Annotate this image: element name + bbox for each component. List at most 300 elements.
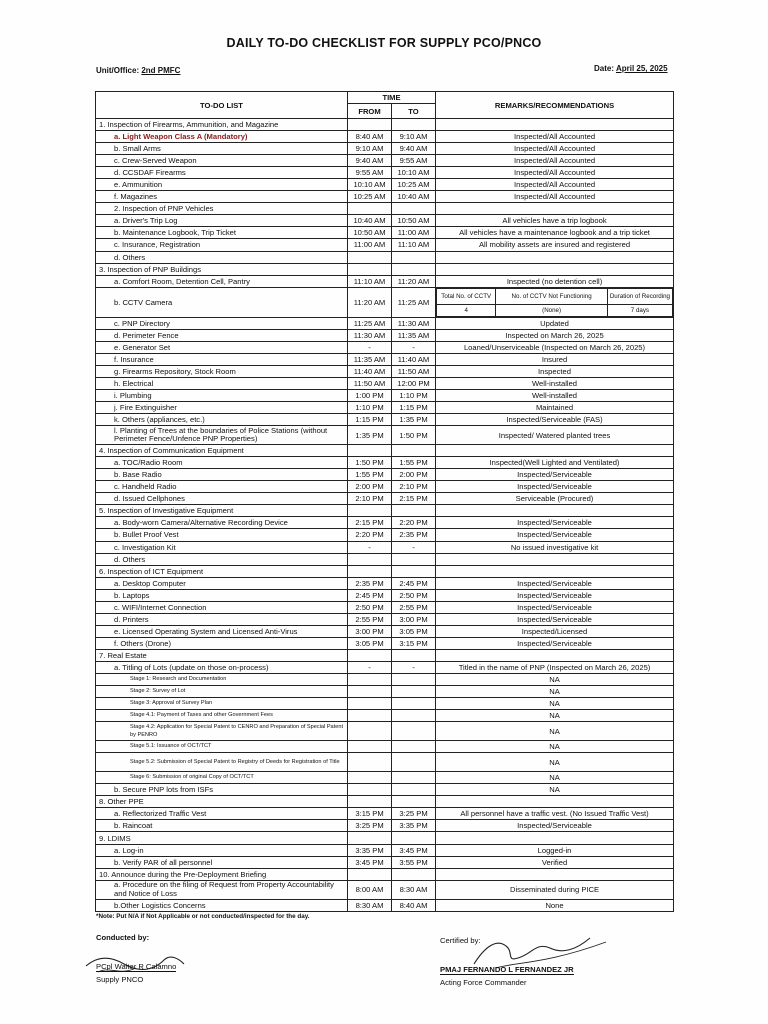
todo-item: f. Magazines [96, 191, 348, 203]
time-to: 3:25 PM [392, 808, 436, 820]
table-row [96, 457, 674, 469]
remarks: Inspected/Serviceable [436, 589, 674, 601]
remarks [436, 445, 674, 457]
remarks: Inspected/Serviceable (FAS) [436, 414, 674, 426]
todo-item: Stage 5.2: Submission of Special Patent to Registry of Deeds for Registration of Title [96, 753, 348, 772]
remarks: Inspected/All Accounted [436, 155, 674, 167]
todo-item: f. Insurance [96, 353, 348, 365]
table-row [96, 426, 674, 445]
remarks: NA [436, 772, 674, 784]
time-to: 2:00 PM [392, 469, 436, 481]
time-from: 10:50 AM [348, 227, 392, 239]
table-row [96, 637, 674, 649]
todo-item: b. Maintenance Logbook, Trip Ticket [96, 227, 348, 239]
cctv-total-header: Total No. of CCTV [437, 288, 496, 304]
cctv-total-value: 4 [437, 304, 496, 316]
unit-label: Unit/Office: [96, 66, 140, 75]
remarks [436, 553, 674, 565]
remarks [436, 251, 674, 263]
time-from [348, 784, 392, 796]
remarks: Loaned/Unserviceable (Inspected on March 26, 2025) [436, 341, 674, 353]
time-from: 2:35 PM [348, 577, 392, 589]
time-from [348, 505, 392, 517]
table-row [96, 844, 674, 856]
time-to [392, 741, 436, 753]
header-remarks: REMARKS/RECOMMENDATIONS [436, 92, 674, 119]
table-row [96, 493, 674, 505]
footnote: *Note: Put N/A if Not Applicable or not conducted/inspected for the day. [96, 913, 310, 920]
time-to: - [392, 341, 436, 353]
remarks: Updated [436, 317, 674, 329]
table-row [96, 505, 674, 517]
conducted-position: Supply PNCO [96, 975, 144, 984]
todo-item: Stage 5.1: Issuance of OCT/TCT [96, 741, 348, 753]
table-row [96, 377, 674, 389]
todo-item: d. Others [96, 251, 348, 263]
time-to [392, 698, 436, 710]
time-from [348, 251, 392, 263]
time-to [392, 686, 436, 698]
todo-item: l. Planting of Trees at the boundaries of Police Stations (without Perimeter Fence/Unfence PNP Properties) [96, 426, 348, 445]
cctv-subtable [436, 288, 673, 317]
time-from: 2:55 PM [348, 613, 392, 625]
time-from: - [348, 661, 392, 673]
remarks [436, 505, 674, 517]
todo-item: c. Crew-Served Weapon [96, 155, 348, 167]
time-from: 11:40 AM [348, 365, 392, 377]
remarks: Inspected/All Accounted [436, 167, 674, 179]
time-from: 3:15 PM [348, 808, 392, 820]
table-row [96, 868, 674, 880]
time-to: 10:25 AM [392, 179, 436, 191]
remarks: NA [436, 710, 674, 722]
todo-item: b. Secure PNP lots from ISFs [96, 784, 348, 796]
time-to [392, 263, 436, 275]
table-row [96, 239, 674, 251]
remarks: NA [436, 722, 674, 741]
todo-item: a. Reflectorized Traffic Vest [96, 808, 348, 820]
table-row [96, 710, 674, 722]
time-to: 2:45 PM [392, 577, 436, 589]
table-row [96, 577, 674, 589]
time-from [348, 698, 392, 710]
remarks: All personnel have a traffic vest. (No Issued Traffic Vest) [436, 808, 674, 820]
todo-item: Stage 2: Survey of Lot [96, 686, 348, 698]
todo-item: 1. Inspection of Firearms, Ammunition, and Magazine [96, 119, 348, 131]
time-from: 1:10 PM [348, 402, 392, 414]
remarks: Maintained [436, 402, 674, 414]
certified-name: PMAJ FERNANDO L FERNANDEZ JR [440, 965, 574, 974]
todo-item: c. Investigation Kit [96, 541, 348, 553]
todo-item: d. Perimeter Fence [96, 329, 348, 341]
time-to: 11:35 AM [392, 329, 436, 341]
remarks: NA [436, 753, 674, 772]
time-to: 3:55 PM [392, 856, 436, 868]
time-from [348, 203, 392, 215]
time-to: 9:40 AM [392, 143, 436, 155]
todo-item: i. Plumbing [96, 389, 348, 401]
todo-item: 6. Inspection of ICT Equipment [96, 565, 348, 577]
table-row [96, 741, 674, 753]
todo-item: a. TOC/Radio Room [96, 457, 348, 469]
time-from: 9:40 AM [348, 155, 392, 167]
date [594, 64, 668, 73]
table-row [96, 167, 674, 179]
time-to: 10:40 AM [392, 191, 436, 203]
time-from: 3:05 PM [348, 637, 392, 649]
remarks: Well-installed [436, 377, 674, 389]
certified-position: Acting Force Commander [440, 978, 527, 987]
remarks [436, 832, 674, 844]
checklist-table [95, 91, 674, 912]
cctv-notfunctioning-header: No. of CCTV Not Functioning [496, 288, 607, 304]
time-from [348, 832, 392, 844]
remarks: Inspected/Serviceable [436, 529, 674, 541]
remarks: Inspected(Well Lighted and Ventilated) [436, 457, 674, 469]
time-to: 9:55 AM [392, 155, 436, 167]
time-to: 2:15 PM [392, 493, 436, 505]
todo-item: e. Generator Set [96, 341, 348, 353]
table-row [96, 601, 674, 613]
table-row [96, 329, 674, 341]
table-row [96, 722, 674, 741]
todo-item: Stage 4.1: Payment of Taxes and other Government Fees [96, 710, 348, 722]
todo-item: d. Others [96, 553, 348, 565]
remarks [436, 263, 674, 275]
time-to: 1:50 PM [392, 426, 436, 445]
time-to: 11:00 AM [392, 227, 436, 239]
remarks: Inspected/Serviceable [436, 481, 674, 493]
time-from: 2:50 PM [348, 601, 392, 613]
todo-item: h. Electrical [96, 377, 348, 389]
cctv-remarks [436, 287, 674, 317]
time-to [392, 753, 436, 772]
todo-item: b. Raincoat [96, 820, 348, 832]
remarks: All vehicles have a maintenance logbook and a trip ticket [436, 227, 674, 239]
time-to [392, 722, 436, 741]
date-value: April 25, 2025 [615, 64, 668, 73]
time-to: 10:50 AM [392, 215, 436, 227]
table-row [96, 832, 674, 844]
cctv-duration-value: 7 days [607, 304, 672, 316]
todo-item: g. Firearms Repository, Stock Room [96, 365, 348, 377]
time-from [348, 686, 392, 698]
remarks: Logged-in [436, 844, 674, 856]
time-to: 8:30 AM [392, 880, 436, 899]
todo-item: Stage 1: Research and Documentation [96, 674, 348, 686]
time-to [392, 796, 436, 808]
todo-item: d. CCSDAF Firearms [96, 167, 348, 179]
table-row [96, 808, 674, 820]
table-row [96, 856, 674, 868]
todo-item: e. Licensed Operating System and Licensed Anti-Virus [96, 625, 348, 637]
time-from [348, 796, 392, 808]
time-to [392, 251, 436, 263]
todo-item: 9. LDIMS [96, 832, 348, 844]
time-from [348, 565, 392, 577]
todo-item: c. Handheld Radio [96, 481, 348, 493]
time-from [348, 710, 392, 722]
time-from: 11:30 AM [348, 329, 392, 341]
time-to: 11:25 AM [392, 287, 436, 317]
time-to: 1:15 PM [392, 402, 436, 414]
remarks: Inspected/All Accounted [436, 143, 674, 155]
table-row [96, 341, 674, 353]
time-to [392, 649, 436, 661]
table-row [96, 517, 674, 529]
table-row [96, 263, 674, 275]
date-label: Date: [594, 64, 615, 73]
todo-item: 5. Inspection of Investigative Equipment [96, 505, 348, 517]
table-row [96, 625, 674, 637]
time-from [348, 772, 392, 784]
todo-item: k. Others (appliances, etc.) [96, 414, 348, 426]
table-row [96, 698, 674, 710]
table-row [96, 155, 674, 167]
remarks: NA [436, 698, 674, 710]
header-from: FROM [348, 104, 392, 119]
time-from: 11:50 AM [348, 377, 392, 389]
table-row [96, 613, 674, 625]
time-to [392, 553, 436, 565]
todo-item: a. Comfort Room, Detention Cell, Pantry [96, 275, 348, 287]
table-row [96, 753, 674, 772]
todo-item: c. WIFI/Internet Connection [96, 601, 348, 613]
table-row [96, 215, 674, 227]
todo-item: a. Desktop Computer [96, 577, 348, 589]
remarks: Inspected/Serviceable [436, 613, 674, 625]
table-row [96, 541, 674, 553]
table-row [96, 796, 674, 808]
time-to [392, 445, 436, 457]
time-from: 1:15 PM [348, 414, 392, 426]
time-to: - [392, 661, 436, 673]
table-row [96, 589, 674, 601]
time-from: 9:10 AM [348, 143, 392, 155]
time-to: 10:10 AM [392, 167, 436, 179]
time-from: 8:00 AM [348, 880, 392, 899]
time-to [392, 784, 436, 796]
time-from: 3:00 PM [348, 625, 392, 637]
time-from: 2:10 PM [348, 493, 392, 505]
time-from [348, 119, 392, 131]
remarks: Disseminated during PICE [436, 880, 674, 899]
time-from: - [348, 541, 392, 553]
todo-item: a. Procedure on the filing of Request from Property Accountability and Notice of Loss [96, 880, 348, 899]
remarks [436, 203, 674, 215]
remarks: Inspected/Serviceable [436, 517, 674, 529]
header-time: TIME [348, 92, 436, 104]
table-row [96, 402, 674, 414]
todo-item: a. Light Weapon Class A (Mandatory) [96, 131, 348, 143]
remarks: Inspected/Serviceable [436, 469, 674, 481]
remarks: Inspected on March 26, 2025 [436, 329, 674, 341]
unit-value: 2nd PMFC [141, 66, 181, 75]
time-to: 11:20 AM [392, 275, 436, 287]
todo-item: 4. Inspection of Communication Equipment [96, 445, 348, 457]
table-row [96, 481, 674, 493]
conducted-name: PCpl Walter R Calamno [96, 962, 177, 971]
table-row [96, 674, 674, 686]
remarks: Inspected [436, 365, 674, 377]
table-row [96, 365, 674, 377]
table-row [96, 649, 674, 661]
cctv-notfunctioning-value: (None) [496, 304, 607, 316]
time-to [392, 772, 436, 784]
remarks: Well-installed [436, 389, 674, 401]
time-from: 3:25 PM [348, 820, 392, 832]
remarks [436, 868, 674, 880]
remarks: Inspected/ Watered planted trees [436, 426, 674, 445]
time-to [392, 674, 436, 686]
table-row [96, 880, 674, 899]
time-from: 11:20 AM [348, 287, 392, 317]
header-todo: TO-DO LIST [96, 92, 348, 119]
table-row [96, 899, 674, 911]
time-to: 9:10 AM [392, 131, 436, 143]
remarks: Titled in the name of PNP (Inspected on March 26, 2025) [436, 661, 674, 673]
conducted-label: Conducted by: [96, 933, 150, 942]
time-from: 2:00 PM [348, 481, 392, 493]
time-to: 1:35 PM [392, 414, 436, 426]
time-from: 2:15 PM [348, 517, 392, 529]
table-row [96, 553, 674, 565]
table-row [96, 275, 674, 287]
table-row [96, 469, 674, 481]
todo-item: 10. Announce during the Pre-Deployment Briefing [96, 868, 348, 880]
remarks [436, 119, 674, 131]
time-to: 11:10 AM [392, 239, 436, 251]
table-row [96, 119, 674, 131]
time-from: 10:25 AM [348, 191, 392, 203]
time-from [348, 753, 392, 772]
time-to [392, 832, 436, 844]
remarks: Serviceable (Procured) [436, 493, 674, 505]
time-from: 1:50 PM [348, 457, 392, 469]
header-to: TO [392, 104, 436, 119]
todo-item: a. Log-in [96, 844, 348, 856]
time-from: 11:25 AM [348, 317, 392, 329]
time-from [348, 722, 392, 741]
time-to: 3:45 PM [392, 844, 436, 856]
time-to: 3:00 PM [392, 613, 436, 625]
time-from: 3:35 PM [348, 844, 392, 856]
remarks: Inspected/Serviceable [436, 601, 674, 613]
time-to: 11:40 AM [392, 353, 436, 365]
table-row [96, 784, 674, 796]
table-row [96, 317, 674, 329]
time-to: 2:10 PM [392, 481, 436, 493]
checklist-body [96, 119, 674, 912]
time-to: 3:15 PM [392, 637, 436, 649]
todo-item: Stage 3: Approval of Survey Plan [96, 698, 348, 710]
todo-item: b. Verify PAR of all personnel [96, 856, 348, 868]
time-from: 10:40 AM [348, 215, 392, 227]
time-from: 11:35 AM [348, 353, 392, 365]
remarks: Inspected/Serviceable [436, 577, 674, 589]
time-to: 3:05 PM [392, 625, 436, 637]
remarks: NA [436, 741, 674, 753]
todo-item: f. Others (Drone) [96, 637, 348, 649]
time-to [392, 203, 436, 215]
table-row [96, 179, 674, 191]
remarks: Inspected (no detention cell) [436, 275, 674, 287]
time-to [392, 565, 436, 577]
remarks: NA [436, 674, 674, 686]
todo-item: b. Base Radio [96, 469, 348, 481]
certified-label: Certified by: [440, 936, 481, 945]
table-row [96, 143, 674, 155]
table-row [96, 529, 674, 541]
remarks: All vehicles have a trip logbook [436, 215, 674, 227]
remarks: Inspected/Licensed [436, 625, 674, 637]
unit-office [96, 66, 180, 75]
time-from [348, 263, 392, 275]
remarks [436, 565, 674, 577]
remarks: Verified [436, 856, 674, 868]
table-row [96, 353, 674, 365]
todo-item: b. Bullet Proof Vest [96, 529, 348, 541]
time-from: 9:55 AM [348, 167, 392, 179]
time-from [348, 674, 392, 686]
remarks [436, 649, 674, 661]
todo-item: b.Other Logistics Concerns [96, 899, 348, 911]
time-to [392, 119, 436, 131]
time-from: - [348, 341, 392, 353]
time-to: 1:55 PM [392, 457, 436, 469]
cctv-duration-header: Duration of Recording [607, 288, 672, 304]
table-row [96, 686, 674, 698]
todo-item: j. Fire Extinguisher [96, 402, 348, 414]
todo-item: Stage 4.2: Application for Special Patent to CENRO and Preparation of Special Patent by PENRO [96, 722, 348, 741]
time-to: 11:50 AM [392, 365, 436, 377]
document-title: DAILY TO-DO CHECKLIST FOR SUPPLY PCO/PNCO [226, 36, 542, 50]
todo-item: b. CCTV Camera [96, 287, 348, 317]
time-to: 11:30 AM [392, 317, 436, 329]
table-row [96, 203, 674, 215]
remarks: NA [436, 686, 674, 698]
time-to [392, 505, 436, 517]
table-row [96, 131, 674, 143]
todo-item: 7. Real Estate [96, 649, 348, 661]
time-from: 3:45 PM [348, 856, 392, 868]
table-row [96, 251, 674, 263]
table-row [96, 445, 674, 457]
todo-item: b. Laptops [96, 589, 348, 601]
time-to: 8:40 AM [392, 899, 436, 911]
todo-item: b. Small Arms [96, 143, 348, 155]
remarks: Inspected/All Accounted [436, 179, 674, 191]
time-to: 2:35 PM [392, 529, 436, 541]
time-from: 11:10 AM [348, 275, 392, 287]
time-to: 2:50 PM [392, 589, 436, 601]
remarks: Inspected/All Accounted [436, 191, 674, 203]
todo-item: d. Issued Cellphones [96, 493, 348, 505]
table-row [96, 287, 674, 317]
todo-item: Stage 6: Submission of original Copy of OCT/TCT [96, 772, 348, 784]
todo-item: d. Printers [96, 613, 348, 625]
table-row [96, 389, 674, 401]
time-from [348, 741, 392, 753]
time-from [348, 649, 392, 661]
time-to: 1:10 PM [392, 389, 436, 401]
todo-item: 3. Inspection of PNP Buildings [96, 263, 348, 275]
remarks: None [436, 899, 674, 911]
time-from: 2:20 PM [348, 529, 392, 541]
table-row [96, 414, 674, 426]
remarks: NA [436, 784, 674, 796]
time-to: 2:20 PM [392, 517, 436, 529]
